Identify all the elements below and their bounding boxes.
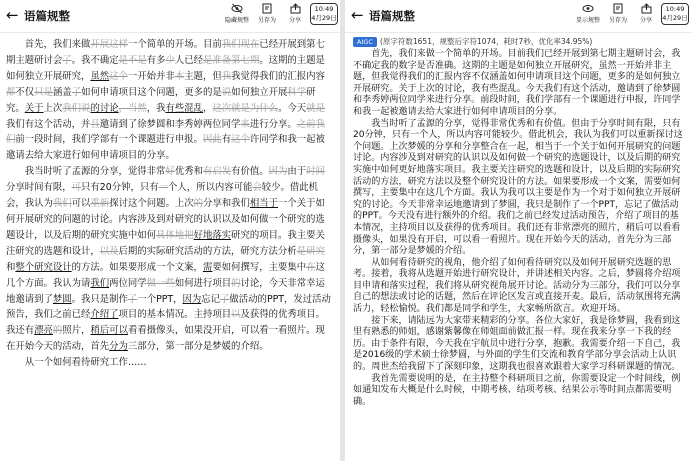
kept-text: 。我不确定 (71, 54, 119, 66)
kept-text: 一个关于如何开展研究的 (6, 198, 325, 225)
kept-text: 一个简单的开场。目前 (127, 39, 222, 50)
kept-text: 如何进行项目 (174, 277, 232, 289)
kept-text: 。我只是制作 (71, 293, 128, 305)
kept-text: 的方法。 (71, 261, 110, 273)
status-clock: 10:49 4月29日 (310, 3, 338, 25)
kept-text: 探讨这个问题。 (109, 198, 175, 210)
kept-text: 许同学和我一起被邀请去给大家进行如何申请项目的分享。 (6, 134, 325, 162)
deleted-text: 了 (127, 293, 138, 305)
deleted-text: 这个 (231, 134, 250, 146)
inserted-text: 的讨论 (90, 102, 119, 114)
kept-text: 可以 (71, 198, 91, 210)
kept-text: 。今天 (278, 102, 307, 114)
deleted-text: 的 (52, 325, 63, 337)
inserted-text: 虽然 (90, 70, 110, 82)
optimization-stats: (原字符数1651，规整后字符1074，耗时7秒，优化率34.95%) (379, 37, 593, 46)
deleted-text: 重新 (90, 198, 110, 210)
inserted-text: 分为 (109, 341, 128, 353)
kept-text: 我 (6, 325, 16, 337)
deleted-text: 一 (158, 182, 168, 194)
deleted-text: 且 (90, 118, 100, 130)
inserted-text: 我们 (90, 277, 110, 289)
kept-text: 现在 (6, 325, 325, 353)
kept-text: 还有 (15, 325, 35, 337)
annotated-transcript (0, 33, 340, 371)
deleted-text: 说 (221, 86, 232, 98)
deleted-text: 我 (221, 70, 232, 82)
deleted-text: 开展这样 (90, 39, 128, 50)
kept-text: 只有20分钟，只有 (81, 182, 159, 194)
paragraph: 我当时听了孟源的分享，觉得非常优秀和有价值。但由于分享时间有限，只有20分钟，只有一个人，所以内容可能较少。借此机会，我认为我们可以重新探讨这个问题。上次梦媛的分享和分享整合在一起，相当于一个关于如何开展研究的问题讨论。内容涉及到对研究的认识以及如何做一个研究的选题设计，以及后期的研究实施中如何更好地落实项目。我主要关注研究的选题和设计，以及后期的实际研究活动的方法，研究方法以及整个研究设计的方法。如果要形成一个文案，需要如何撰写，主要集中在这几个方面。我认为我可以主要是作为一个对于如何独立开展研究的讨论。今天非常幸运地邀请到了梦圆，我只是制作了一个PPT，忘记了做活动的PPT。今天没有进行额外的介绍。我们之前已经发过活动预告，介绍了项目的基本情况，主持项目以及获得的优秀项目。我们还有非常漂亮的照片，稍后可以看看摄像头，如果没有开启，可以看一看照片。现在开始今天的活动，首先分为三部分，第一部分是梦媛的介绍。 (353, 118, 683, 257)
kept-text: 我们有这个活动，并 (6, 118, 91, 130)
kept-text: ，我 (146, 102, 166, 114)
kept-text: 我们学部有一个课题进行申报。 (71, 134, 203, 146)
arrow-left-icon[interactable]: ← (351, 6, 364, 24)
kept-text: 有 (221, 134, 232, 146)
kept-text: 发过活动预告， (6, 293, 331, 321)
share-icon (631, 3, 661, 17)
kept-text: 活动的 (238, 293, 267, 305)
kept-text: 有价值。 (231, 166, 269, 178)
kept-text: 我们之前已经 (34, 309, 91, 321)
deleted-text: 因为 (268, 166, 288, 178)
deleted-text: 是准备第七期 (202, 54, 260, 66)
deleted-text: 只是 (34, 86, 53, 98)
deleted-text: 我们 (52, 198, 72, 210)
paragraph: 我首先需要说明的是，在主持整个科研项目之前，你需要设定一个时间线，例如通知发布大概是什么时候，中期考核、结项考核、结果公示等时间点都需要明确。 (353, 373, 681, 407)
kept-text: 非常幸运地邀请到了 (6, 277, 325, 305)
original-transcript-pane (0, 0, 340, 461)
page-title: 语篇规整 (369, 9, 415, 23)
inserted-text: 梦圆 (52, 293, 72, 305)
kept-text: 一开始并非 (127, 70, 175, 82)
deleted-text: 的 (231, 277, 241, 289)
deleted-text: 本 (174, 70, 185, 82)
annotated-paragraph (6, 164, 334, 355)
paragraph: 接下来，请陆远为大家带来精彩的分享。各位大家好，我是徐梦圆，我看到这里有熟悉的师姐，感谢紫馨像在师姐面前做汇报一样。现在我来分享一下我的经历。由于条件有限，今天我在宇航员中进行分享，抱歉。我需要介绍一下自己，我是2016级的学术硕士徐梦圆，与外面的学生们交流和教育学部分享会活动上认识的。周世杰给我留下了深刻印象，这期我也很喜欢跟着大家学习科研课题的情况。 (353, 315, 681, 373)
kept-text: 涵盖 (52, 86, 72, 98)
kept-text: 借此机会，我认为 (6, 182, 319, 210)
inserted-text: 有些 (165, 102, 185, 114)
left-topbar (0, 0, 340, 33)
deleted-text: 以 (231, 309, 241, 321)
kept-text: 讨论， (240, 277, 269, 289)
kept-text: 如何申请项目这个问题， (81, 86, 185, 98)
save-as-button[interactable]: 另存为 (252, 3, 282, 25)
kept-text: 问题的讨论。 (62, 213, 119, 225)
kept-text: 今天 (268, 277, 288, 289)
kept-text: 研究。 (6, 86, 316, 114)
kept-text: ， (203, 102, 213, 114)
status-clock: 10:49 4月29日 (661, 3, 689, 25)
inserted-text: 整个研究设计 (15, 261, 72, 273)
deleted-text: 是研究 (296, 245, 325, 257)
deleted-text: 因此 (202, 134, 222, 146)
kept-text: 及 (240, 309, 250, 321)
kept-text: 个人，所以内容可能 (167, 182, 253, 194)
kept-text: 。这期的主题是如何独立开展研究， (6, 54, 325, 82)
deleted-text: 好 (165, 166, 175, 178)
kept-text: 如何做一个研究的选题设计，以及后期的研究实施 (6, 213, 325, 241)
inserted-text: 介绍了 (90, 309, 119, 321)
share-button[interactable]: 分享 (280, 3, 310, 25)
kept-text: 人已经 (174, 54, 203, 66)
aigc-stats-row (353, 35, 685, 48)
kept-text: 如果要形成一个文案， (109, 261, 203, 273)
kept-text: 上次 (174, 198, 194, 210)
kept-text: 更多的是 (184, 86, 222, 98)
kept-text: 三部分，第一部分是梦媛的 (127, 341, 241, 353)
inserted-text: 漂亮 (34, 325, 53, 337)
kept-text: 介绍。 (240, 341, 269, 353)
deleted-text: 这次就是为什么 (212, 102, 279, 114)
kept-text: 方法，研究方法分析 (212, 245, 297, 257)
kept-text: 已经开展到第七期主题研讨会 (6, 39, 325, 66)
deleted-text: ，当然 (118, 102, 147, 114)
save-as-icon (252, 3, 282, 17)
kept-text: 看一看照片。 (259, 325, 316, 337)
kept-text: 做 (229, 293, 239, 305)
kept-text: 项目的基本情况。 (118, 309, 194, 321)
kept-text: PPT， (266, 293, 294, 305)
deleted-text: 是不是 (118, 54, 147, 66)
kept-text: 如何 (221, 261, 241, 273)
deleted-text: 了 (220, 293, 230, 305)
deleted-text: 时间 (306, 166, 325, 178)
kept-text: 上次 (43, 102, 63, 114)
kept-text: 主持项目 (193, 309, 232, 321)
eye-icon (573, 3, 603, 17)
share-icon (280, 3, 310, 17)
kept-text: 两位同学 (109, 277, 147, 289)
kept-text: 这几个方面。 (6, 261, 325, 289)
deleted-text: 之前我们 (6, 118, 325, 146)
kept-text: 中如何 (127, 229, 157, 241)
deleted-text: 我们说 (62, 102, 91, 114)
kept-text: 如何独立开展 (231, 86, 288, 98)
kept-text: 我认为请 (52, 277, 91, 289)
show-normalize-button[interactable]: 显示规整 (573, 3, 603, 25)
kept-text: 分享和我们 (202, 198, 250, 210)
aigc-badge: AIGC (353, 37, 377, 47)
deleted-text: 少 (165, 54, 175, 66)
inserted-text: 混乱 (184, 102, 204, 114)
page-title: 语篇规整 (24, 9, 70, 23)
deleted-text: 这个 (109, 70, 128, 82)
eye-off-icon (222, 3, 252, 17)
inserted-text: 因为 (182, 293, 202, 305)
deleted-text: 的 (193, 198, 203, 210)
deleted-text: 有启发 (202, 166, 232, 178)
kept-text: 要 (212, 261, 222, 273)
kept-text: 撰写，主要集中 (240, 261, 307, 273)
kept-text: 不仅 (15, 86, 35, 98)
kept-text: 由于 (287, 166, 307, 178)
inserted-text: 关于 (24, 102, 44, 114)
kept-text: 开始今天的活动，首先 (15, 341, 110, 353)
kept-text: ，如果没开启 (174, 325, 232, 337)
kept-text: 分享时间有限， (6, 182, 72, 194)
kept-text: 我觉得我们的汇报内容 (231, 70, 325, 82)
kept-text: 和 (6, 261, 16, 273)
kept-text: 研究的项目。 (231, 229, 288, 241)
kept-text: ，可以 (231, 325, 260, 337)
deleted-text: 做一些 (146, 277, 175, 289)
annotated-paragraph (6, 355, 334, 371)
deleted-text: 在 (306, 261, 316, 273)
kept-text: 邀请到了徐梦圆和李秀婷两位同学 (99, 118, 241, 130)
kept-text: 忘记 (201, 293, 221, 305)
save-as-icon (603, 3, 633, 17)
kept-text: 后期的实际研究活动的 (118, 245, 213, 257)
inserted-text: 好地落实 (193, 229, 232, 241)
kept-text: 有多 (146, 54, 166, 66)
deleted-text: 会 (252, 182, 262, 194)
kept-text: 我当时听了孟源的分享，觉得非常 (24, 166, 166, 178)
normalized-transcript (345, 33, 691, 408)
right-topbar (345, 0, 691, 33)
kept-text: 获得的 (249, 309, 278, 321)
deleted-text: 科学 (287, 86, 307, 98)
inserted-text: 相当于 (249, 198, 279, 210)
inserted-text: 稍后可以 (90, 325, 128, 337)
hide-normalize-button[interactable]: 隐藏规整 (222, 3, 252, 25)
kept-text: 首先，我们来做 (24, 39, 91, 50)
deleted-text: 以及 (99, 245, 119, 257)
deleted-text: 我们现在 (221, 39, 260, 50)
kept-text: 一个PPT， (137, 293, 183, 305)
kept-text: 照片， (62, 325, 91, 337)
save-as-button[interactable]: 另存为 (603, 3, 633, 25)
deleted-text: 就是 (306, 102, 325, 114)
paragraph: 首先，我们来做一个简单的开场。目前我们已经开展到第七期主题研讨会，我不确定我的数字是否准确。这期的主题是如何独立开展研究，虽然一开始并非主题，但我觉得我们的汇报内容不仅涵盖如何申请项目这个问题，更多的是如何独立开展研究。关于上次的讨论，我有些混乱。今天我们有这个活动，邀请到了徐梦圆和李秀婷两位同学来进行分享。前段时间，我们学部有一个课题进行申报，许同学和我一起被邀请去给大家进行如何申请项目的分享。 (353, 49, 681, 117)
kept-text: 主题，但 (184, 70, 222, 82)
paragraph: 从如何看待研究的视角，他介绍了如何看待研究以及如何开展研究选题的思考。接着，我将从选题开始进行研究设计，并讲述相关内容。之后，梦圆将介绍项目申请和落实过程，我们将从研究视角展开讨论。活动分为三部分，我们可以分享自己的想法或讨论的话题，然后在评论区发言或直接开麦。最后，活动氛围将充满活力，轻松愉悦。我们都是同学和学生，大家畅所欲言。欢迎开场。 (353, 257, 681, 315)
kept-text: 优秀项目。 (278, 309, 325, 321)
annotated-paragraph (6, 37, 334, 164)
deleted-text: 把 (184, 229, 194, 241)
kept-text: 优秀和 (174, 166, 203, 178)
deleted-text: 了 (62, 54, 72, 66)
deleted-text: 了 (71, 86, 82, 98)
deleted-text: 具体地 (156, 229, 185, 241)
kept-text: 主要关注研究的选题和设计， (6, 229, 325, 257)
kept-text: 从一个如何看待研究工作…… (24, 357, 147, 369)
deleted-text: 都 (6, 86, 16, 98)
kept-text: 看看摄像头 (127, 325, 175, 337)
kept-text: 我 (287, 229, 297, 241)
kept-text: 较少。 (261, 182, 290, 194)
kept-text: 前一段时间， (15, 134, 72, 146)
deleted-text: 来 (240, 118, 250, 130)
kept-text: 内容涉及到对研究的认识以及 (118, 213, 241, 225)
normalized-transcript-pane (345, 0, 691, 461)
inserted-text: 需 (202, 261, 213, 273)
share-button[interactable]: 分享 (631, 3, 661, 25)
deleted-text: 可 (71, 182, 82, 194)
kept-text: 进行分享。 (249, 118, 297, 130)
arrow-left-icon[interactable]: ← (6, 6, 19, 24)
